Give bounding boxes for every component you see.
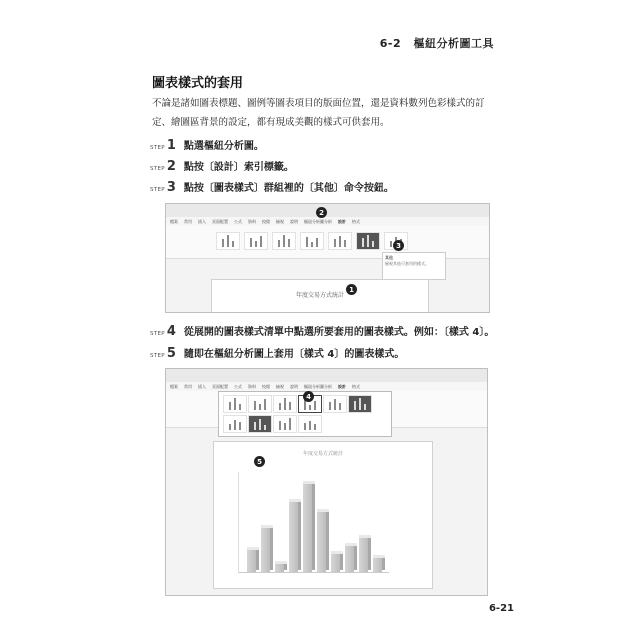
step-5 xyxy=(150,345,404,361)
step-number: 3 xyxy=(166,180,176,195)
intro-paragraph: 不論是諸如圖表標題、圖例等圖表項目的版面位置，還是資料數列色彩樣式的訂定、繪圖區背景的設定，都有現成美觀的樣式可供套用。 xyxy=(152,98,485,128)
more-tooltip xyxy=(382,252,446,280)
step-label: STEP xyxy=(150,166,165,172)
callout-badge-3: 3 xyxy=(393,240,404,251)
callout-badge-1: 1 xyxy=(346,284,357,295)
ribbon-tabs xyxy=(166,217,489,226)
step-number: 2 xyxy=(166,159,176,174)
title-bar xyxy=(166,204,489,217)
step-label: STEP xyxy=(150,187,165,193)
page-number: 6-21 xyxy=(488,603,514,614)
callout-badge-5: 5 xyxy=(254,456,265,467)
screenshot-2 xyxy=(165,368,488,596)
tab[interactable]: 檔案 xyxy=(170,218,178,224)
step-text: 點選樞紐分析圖。 xyxy=(183,141,264,152)
tab[interactable]: 插入 xyxy=(198,383,206,389)
step-text: 點按〔圖表樣式〕群組裡的〔其他〕命令按鈕。 xyxy=(183,183,394,194)
step-1 xyxy=(150,137,264,153)
step-number: 4 xyxy=(166,324,176,339)
section-title: 圖表樣式的套用 xyxy=(152,76,244,91)
step-3 xyxy=(150,179,394,195)
tab[interactable]: 說明 xyxy=(290,383,298,389)
callout-badge-2: 2 xyxy=(316,207,327,218)
tab[interactable]: 校閱 xyxy=(262,383,270,389)
step-label: STEP xyxy=(150,353,165,359)
tab[interactable]: 格式 xyxy=(352,218,360,224)
chart-style-thumb[interactable] xyxy=(223,395,247,413)
tab[interactable]: 檢視 xyxy=(276,383,284,389)
tab[interactable]: 插入 xyxy=(198,218,206,224)
screenshot-1 xyxy=(165,203,490,313)
chart-area[interactable] xyxy=(213,441,433,589)
chart-style-thumb[interactable] xyxy=(244,232,268,250)
chart-style-thumb[interactable] xyxy=(273,415,297,433)
step-4 xyxy=(150,323,494,339)
chart-style-thumb[interactable] xyxy=(216,232,240,250)
tab[interactable]: 檢視 xyxy=(276,218,284,224)
tab[interactable]: 常用 xyxy=(184,218,192,224)
step-label: STEP xyxy=(150,145,165,151)
tab[interactable]: 說明 xyxy=(290,218,298,224)
callout-badge-4: 4 xyxy=(303,391,314,402)
tab[interactable]: 頁面配置 xyxy=(212,383,228,389)
chart-style-thumb[interactable] xyxy=(300,232,324,250)
section-number: 6-2 xyxy=(379,37,402,50)
chart-style-thumb[interactable] xyxy=(298,415,322,433)
tab[interactable]: 校閱 xyxy=(262,218,270,224)
step-label: STEP xyxy=(150,331,165,337)
page-header xyxy=(380,35,494,51)
step-text: 隨即在樞紐分析圖上套用〔樣式 4〕的圖表樣式。 xyxy=(183,349,405,360)
chart-style-thumb[interactable] xyxy=(328,232,352,250)
step-number: 5 xyxy=(166,346,176,361)
step-number: 1 xyxy=(166,138,176,153)
tab[interactable]: 公式 xyxy=(234,383,242,389)
tooltip-text: 檢視其他可套用的樣式。 xyxy=(385,261,429,266)
chapter-title: 樞紐分析圖工具 xyxy=(413,37,494,50)
chart-style-thumb[interactable] xyxy=(223,415,247,433)
tab[interactable]: 常用 xyxy=(184,383,192,389)
chart-title: 年度交易方式統計 xyxy=(295,292,344,299)
tab[interactable]: 公式 xyxy=(234,218,242,224)
tab[interactable]: 樞紐分析圖分析 xyxy=(304,218,332,224)
tab-design[interactable]: 設計 xyxy=(338,218,346,224)
chart-title: 年度交易方式統計 xyxy=(302,451,343,457)
tab[interactable]: 樞紐分析圖分析 xyxy=(304,383,332,389)
step-2 xyxy=(150,158,294,174)
tab[interactable]: 格式 xyxy=(352,383,360,389)
step-text: 從展開的圖表樣式清單中點選所要套用的圖表樣式。例如：〔樣式 4〕。 xyxy=(183,327,495,338)
chart-style-thumb[interactable] xyxy=(323,395,347,413)
step-text: 點按〔設計〕索引標籤。 xyxy=(183,162,294,173)
tab[interactable]: 檔案 xyxy=(170,383,178,389)
chart-style-thumb[interactable] xyxy=(348,395,372,413)
chart-style-thumb[interactable] xyxy=(273,395,297,413)
title-bar xyxy=(166,369,487,382)
chart-style-thumb[interactable] xyxy=(248,415,272,433)
ribbon-tabs xyxy=(166,382,487,391)
chart-style-thumb[interactable] xyxy=(248,395,272,413)
chart-area[interactable] xyxy=(211,279,429,313)
tab[interactable]: 頁面配置 xyxy=(212,218,228,224)
chart-style-thumb[interactable] xyxy=(272,232,296,250)
tab[interactable]: 資料 xyxy=(248,218,256,224)
tab-design[interactable]: 設計 xyxy=(338,383,346,389)
chart-style-thumb[interactable] xyxy=(356,232,380,250)
tab[interactable]: 資料 xyxy=(248,383,256,389)
tooltip-title: 其他 xyxy=(385,255,393,260)
plot-area xyxy=(238,472,389,573)
